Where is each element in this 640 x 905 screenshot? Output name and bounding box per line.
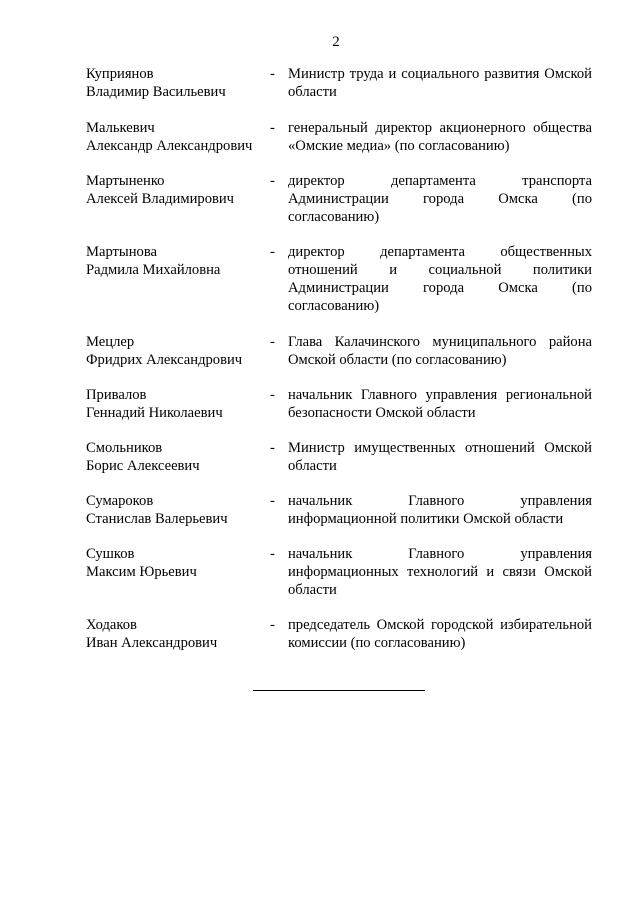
- member-given-names: Иван Александрович: [86, 635, 218, 651]
- member-given-names: Владимир Васильевич: [86, 84, 226, 100]
- member-position: Министр имущественных отношений Омской области: [288, 440, 592, 474]
- dash-separator: -: [270, 387, 275, 403]
- member-position: начальник Главного управления информационных технологий и связи Омской области: [288, 546, 592, 598]
- dash-separator: -: [270, 66, 275, 82]
- member-position: начальник Главного управления информационной политики Омской области: [288, 493, 592, 527]
- member-given-names: Геннадий Николаевич: [86, 405, 223, 421]
- member-name: [86, 65, 272, 101]
- member-surname: Мецлер: [86, 334, 135, 350]
- list-item: [86, 439, 592, 475]
- dash-separator: -: [270, 493, 275, 509]
- member-position: начальник Главного управления региональной безопасности Омской области: [288, 387, 592, 421]
- member-name: [86, 492, 272, 528]
- member-name: [86, 545, 272, 599]
- member-surname: Ходаков: [86, 617, 137, 633]
- member-given-names: Алексей Владимирович: [86, 191, 235, 207]
- list-item: [86, 386, 592, 422]
- member-surname: Мартынова: [86, 244, 158, 260]
- dash-separator: -: [270, 617, 275, 633]
- list-item: [86, 333, 592, 369]
- dash-separator: -: [270, 120, 275, 136]
- member-surname: Сушков: [86, 546, 135, 562]
- member-name: [86, 243, 272, 315]
- member-given-names: Александр Александрович: [86, 138, 253, 154]
- member-surname: Смольников: [86, 440, 163, 456]
- dash-separator: -: [270, 334, 275, 350]
- member-position: Министр труда и социального развития Омской области: [288, 66, 592, 100]
- member-name: [86, 119, 272, 155]
- member-position: директор департамента общественных отношений и социальной политики Администрации города Омска (по согласованию): [288, 244, 592, 314]
- member-surname: Привалов: [86, 387, 147, 403]
- dash-separator: -: [270, 173, 275, 189]
- member-given-names: Максим Юрьевич: [86, 564, 197, 580]
- member-position: директор департамента транспорта Администрации города Омска (по согласованию): [288, 173, 592, 225]
- member-surname: Мартыненко: [86, 173, 165, 189]
- member-surname: Малькевич: [86, 120, 155, 136]
- list-item: [86, 65, 592, 101]
- member-given-names: Фридрих Александрович: [86, 352, 243, 368]
- member-position: Глава Калачинского муниципального района Омской области (по согласованию): [288, 334, 592, 368]
- dash-separator: -: [270, 244, 275, 260]
- member-name: [86, 333, 272, 369]
- member-position: председатель Омской городской избирательной комиссии (по согласованию): [288, 617, 592, 651]
- list-item: [86, 545, 592, 599]
- member-given-names: Радмила Михайловна: [86, 262, 221, 278]
- member-given-names: Станислав Валерьевич: [86, 511, 228, 527]
- list-item: [86, 616, 592, 652]
- member-name: [86, 386, 272, 422]
- member-surname: Сумароков: [86, 493, 154, 509]
- list-item: [86, 119, 592, 155]
- list-item: [86, 172, 592, 226]
- member-name: [86, 616, 272, 652]
- list-item: [86, 243, 592, 315]
- member-position: генеральный директор акционерного общества «Омские медиа» (по согласованию): [288, 120, 592, 154]
- member-surname: Куприянов: [86, 66, 154, 82]
- member-name: [86, 172, 272, 226]
- member-name: [86, 439, 272, 475]
- end-of-list-rule: [253, 690, 425, 691]
- member-list: [86, 65, 592, 652]
- dash-separator: -: [270, 440, 275, 456]
- page-number: 2: [332, 34, 340, 50]
- dash-separator: -: [270, 546, 275, 562]
- member-given-names: Борис Алексеевич: [86, 458, 200, 474]
- list-item: [86, 492, 592, 528]
